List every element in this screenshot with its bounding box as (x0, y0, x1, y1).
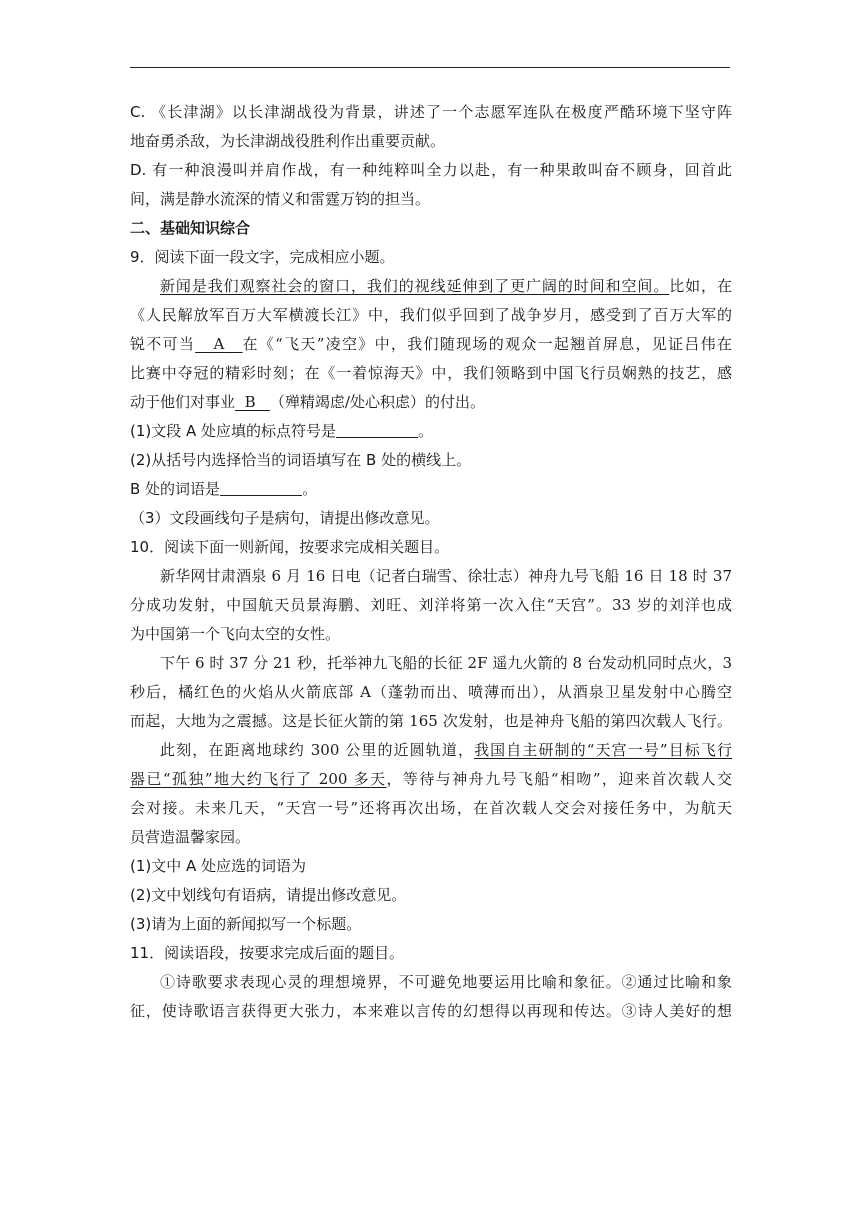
q11-passage-line-1: ①诗歌要求表现心灵的理想境界，不可避免地要运用比喻和象征。②通过比喻和象 (160, 973, 732, 991)
q9-passage-text: 动于他们对事业 (130, 393, 236, 411)
answer-blank[interactable] (336, 420, 418, 438)
q9-passage-line-4: 比赛中夺冠的精彩时刻；在《一着惊海天》中，我们领略到中国飞行员娴熟的技艺，感 (130, 364, 732, 382)
q10-sub-1: (1)文中 A 处应选的词语为 (130, 857, 307, 875)
q9-passage-line-5 (130, 388, 732, 417)
q10-news-line-1: 新华网甘肃酒泉 6 月 16 日电（记者白瑞雪、徐壮志）神舟九号飞船 16 日 18 时 37 (160, 567, 732, 585)
section-title: 二、基础知识综合 (130, 219, 251, 237)
option-c-line-1: C. 《长津湖》以长津湖战役为背景，讲述了一个志愿军连队在极度严酷环境下坚守阵 (130, 103, 732, 121)
blank-a (195, 335, 242, 353)
q11-passage-line-2: 征，使诗歌语言获得更大张力，本来难以言传的幻想得以再现和传达。③诗人美好的想 (130, 1002, 732, 1020)
blank-b (235, 393, 270, 411)
q10-news-line-5: 秒后，橘红色的火焰从火箭底部 A（蓬勃而出、喷薄而出），从酒泉卫星发射中心腾空 (130, 683, 732, 701)
answer-blank[interactable] (220, 478, 302, 496)
q9-sub-3: （3）文段画线句子是病句，请提出修改意见。 (130, 509, 440, 527)
q10-news-text: ，等待与神舟九号飞船“相吻”，迎来首次载人交 (386, 770, 732, 788)
q9-sub-1-text: (1)文段 A 处应填的标点符号是 (130, 422, 337, 440)
q9-stem: 9．阅读下面一段文字，完成相应小题。 (130, 248, 395, 266)
blank-b-label: B (244, 393, 256, 411)
q10-news-line-4: 下午 6 时 37 分 21 秒，托举神九飞船的长征 2F 遥九火箭的 8 台发动机同时点火，3 (160, 654, 732, 672)
q9-underlined-sentence: 新闻是我们观察社会的窗口，我们的视线延伸到了更广阔的时间和空间。 (160, 277, 670, 295)
option-d-line-1: D. 有一种浪漫叫并肩作战，有一种纯粹叫全力以赴，有一种果敢叫奋不顾身，回首此 (130, 161, 732, 179)
q11-stem: 11．阅读语段，按要求完成后面的题目。 (130, 944, 405, 962)
q9-passage-text: 在《“飞天”凌空》中，我们随现场的观众一起翘首屏息，见证吕伟在 (242, 335, 732, 353)
q9-sub-2b-end: 。 (302, 480, 318, 498)
q10-sub-3: (3)请为上面的新闻拟写一个标题。 (130, 915, 362, 933)
q10-news-line-2: 分成功发射，中国航天员景海鹏、刘旺、刘洋将第一次入住“天宫”。33 岁的刘洋也成 (130, 596, 732, 614)
q10-news-line-7 (130, 736, 732, 765)
q9-sub-1 (130, 417, 732, 446)
q10-underlined-sentence: 我国自主研制的“天宫一号”目标飞行 (474, 741, 732, 759)
q9-sub-2b (130, 475, 732, 504)
q10-news-line-9: 会对接。未来几天，“天宫一号”还将再次出场，在首次载人交会对接任务中，为航天 (130, 799, 732, 817)
q9-sub-1-end: 。 (418, 422, 434, 440)
q9-sub-2b-text: B 处的词语是 (130, 480, 221, 498)
q9-passage-text: 锐不可当 (130, 335, 196, 353)
q10-news-line-10: 员营造温馨家园。 (130, 828, 251, 846)
q10-sub-2: (2)文中划线句有语病，请提出修改意见。 (130, 886, 407, 904)
header-rule (130, 67, 730, 68)
q10-news-line-8 (130, 765, 732, 794)
option-d-line-2: 间，满是静水流深的情义和雷霆万钧的担当。 (130, 190, 431, 208)
q9-passage-line-3 (130, 330, 732, 359)
q10-underlined-sentence: 器已“孤独”地大约飞行了 200 多天 (130, 770, 387, 788)
q9-passage-line-1 (130, 272, 732, 301)
q10-news-line-3: 为中国第一个飞向太空的女性。 (130, 625, 341, 643)
q10-news-text: 此刻，在距离地球约 300 公里的近圆轨道， (160, 741, 475, 759)
q10-stem: 10．阅读下面一则新闻，按要求完成相关题目。 (130, 538, 450, 556)
q9-sub-2: (2)从括号内选择恰当的词语填写在 B 处的横线上。 (130, 451, 472, 469)
exam-page (130, 98, 732, 1026)
q10-news-line-6: 而起，大地为之震撼。这是长征火箭的第 165 次发射，也是神舟飞船的第四次载人飞行。 (130, 712, 732, 730)
blank-a-label: A (213, 335, 225, 353)
q9-passage-text: 比如，在 (669, 277, 732, 295)
q9-passage-text: （殚精竭虑/处心积虑）的付出。 (269, 393, 485, 411)
q9-passage-line-2: 《人民解放军百万大军横渡长江》中，我们似乎回到了战争岁月，感受到了百万大军的 (130, 306, 732, 324)
option-c-line-2: 地奋勇杀敌，为长津湖战役胜利作出重要贡献。 (130, 132, 446, 150)
